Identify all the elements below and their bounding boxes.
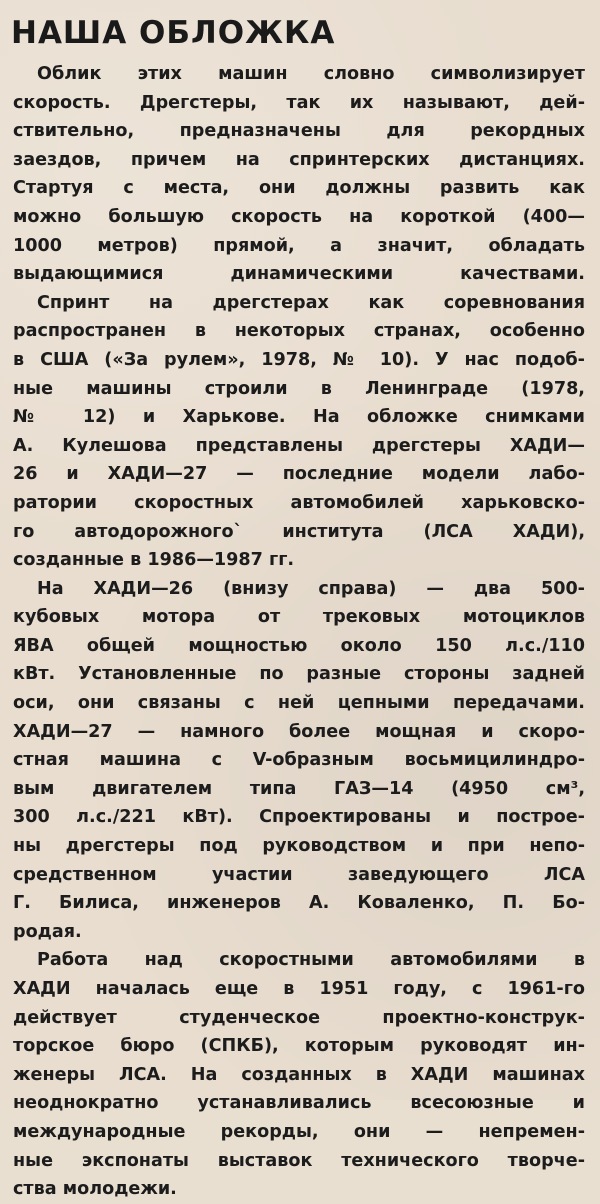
- text-line: распространен в некоторых странах, особенно: [13, 321, 585, 342]
- text-line: созданные в 1986—1987 гг.: [13, 550, 295, 571]
- text-line: женеры ЛСА. На созданных в ХАДИ машинах: [13, 1064, 585, 1085]
- text-line: ны дрегстеры под руководством и при непо-: [13, 836, 585, 857]
- text-line: торское бюро (СПКБ), которым руководят ин-: [13, 1036, 585, 1057]
- text-line: Работа над скоростными автомобилями в: [37, 950, 585, 971]
- text-line: в США («За рулем», 1978, № 10). У нас подоб-: [13, 349, 585, 370]
- text-line: 1000 метров) прямой, а значит, обладать: [13, 235, 585, 256]
- text-line: 300 л.с./221 кВт). Спроектированы и построе-: [13, 807, 585, 828]
- article-body: [13, 60, 585, 1204]
- text-line: А. Кулешова представлены дрегстеры ХАДИ—: [13, 435, 585, 456]
- text-line: ХАДИ—27 — намного более мощная и скоро-: [13, 721, 585, 742]
- text-line: кВт. Установленные по разные стороны задней: [13, 664, 585, 685]
- text-line: скорость. Дрегстеры, так их называют, дей-: [13, 92, 585, 113]
- text-line: № 12) и Харькове. На обложке снимками: [13, 407, 585, 428]
- text-line: вым двигателем типа ГАЗ—14 (4950 см³,: [13, 778, 585, 799]
- text-line: 26 и ХАДИ—27 — последние модели лабо-: [13, 464, 585, 485]
- text-line: ства молодежи.: [13, 1179, 177, 1200]
- section-heading: НАША ОБЛОЖКА: [11, 15, 336, 51]
- text-line: кубовых мотора от трековых мотоциклов: [13, 607, 585, 628]
- text-line: стная машина с V-образным восьмицилиндро-: [13, 750, 585, 771]
- text-line: Г. Билиса, инженеров А. Коваленко, П. Бо-: [13, 893, 585, 914]
- text-line: На ХАДИ—26 (внизу справа) — два 500-: [37, 578, 585, 599]
- text-line: можно большую скорость на короткой (400—: [13, 206, 585, 227]
- text-line: выдающимися динамическими качествами.: [13, 264, 585, 285]
- text-line: ЯВА общей мощностью около 150 л.с./110: [13, 635, 585, 656]
- text-line: международные рекорды, они — непремен-: [13, 1121, 585, 1142]
- text-line: действует студенческое проектно-конструк-: [13, 1007, 585, 1028]
- text-line: ХАДИ началась еще в 1951 году, с 1961-го: [13, 979, 585, 999]
- text-line: Спринт на дрегстерах как соревнования: [37, 292, 585, 313]
- text-line: неоднократно устанавливались всесоюзные и: [13, 1093, 585, 1114]
- text-line: заездов, причем на спринтерских дистанциях.: [13, 149, 585, 170]
- text-line: Облик этих машин словно символизирует: [37, 64, 585, 84]
- text-line: ные машины строили в Ленинграде (1978,: [13, 378, 585, 399]
- text-line: го автодорожного` института (ЛСА ХАДИ),: [13, 521, 585, 542]
- text-line: родая.: [13, 921, 82, 942]
- text-line: ствительно, предназначены для рекордных: [13, 121, 585, 142]
- text-line: ратории скоростных автомобилей харьковско-: [13, 492, 585, 513]
- text-line: ные экспонаты выставок технического творче-: [13, 1150, 585, 1171]
- text-line: оси, они связаны с ней цепными передачами.: [13, 693, 585, 714]
- text-line: Стартуя с места, они должны развить как: [13, 178, 585, 199]
- text-line: средственном участии заведующего ЛСА: [13, 864, 585, 885]
